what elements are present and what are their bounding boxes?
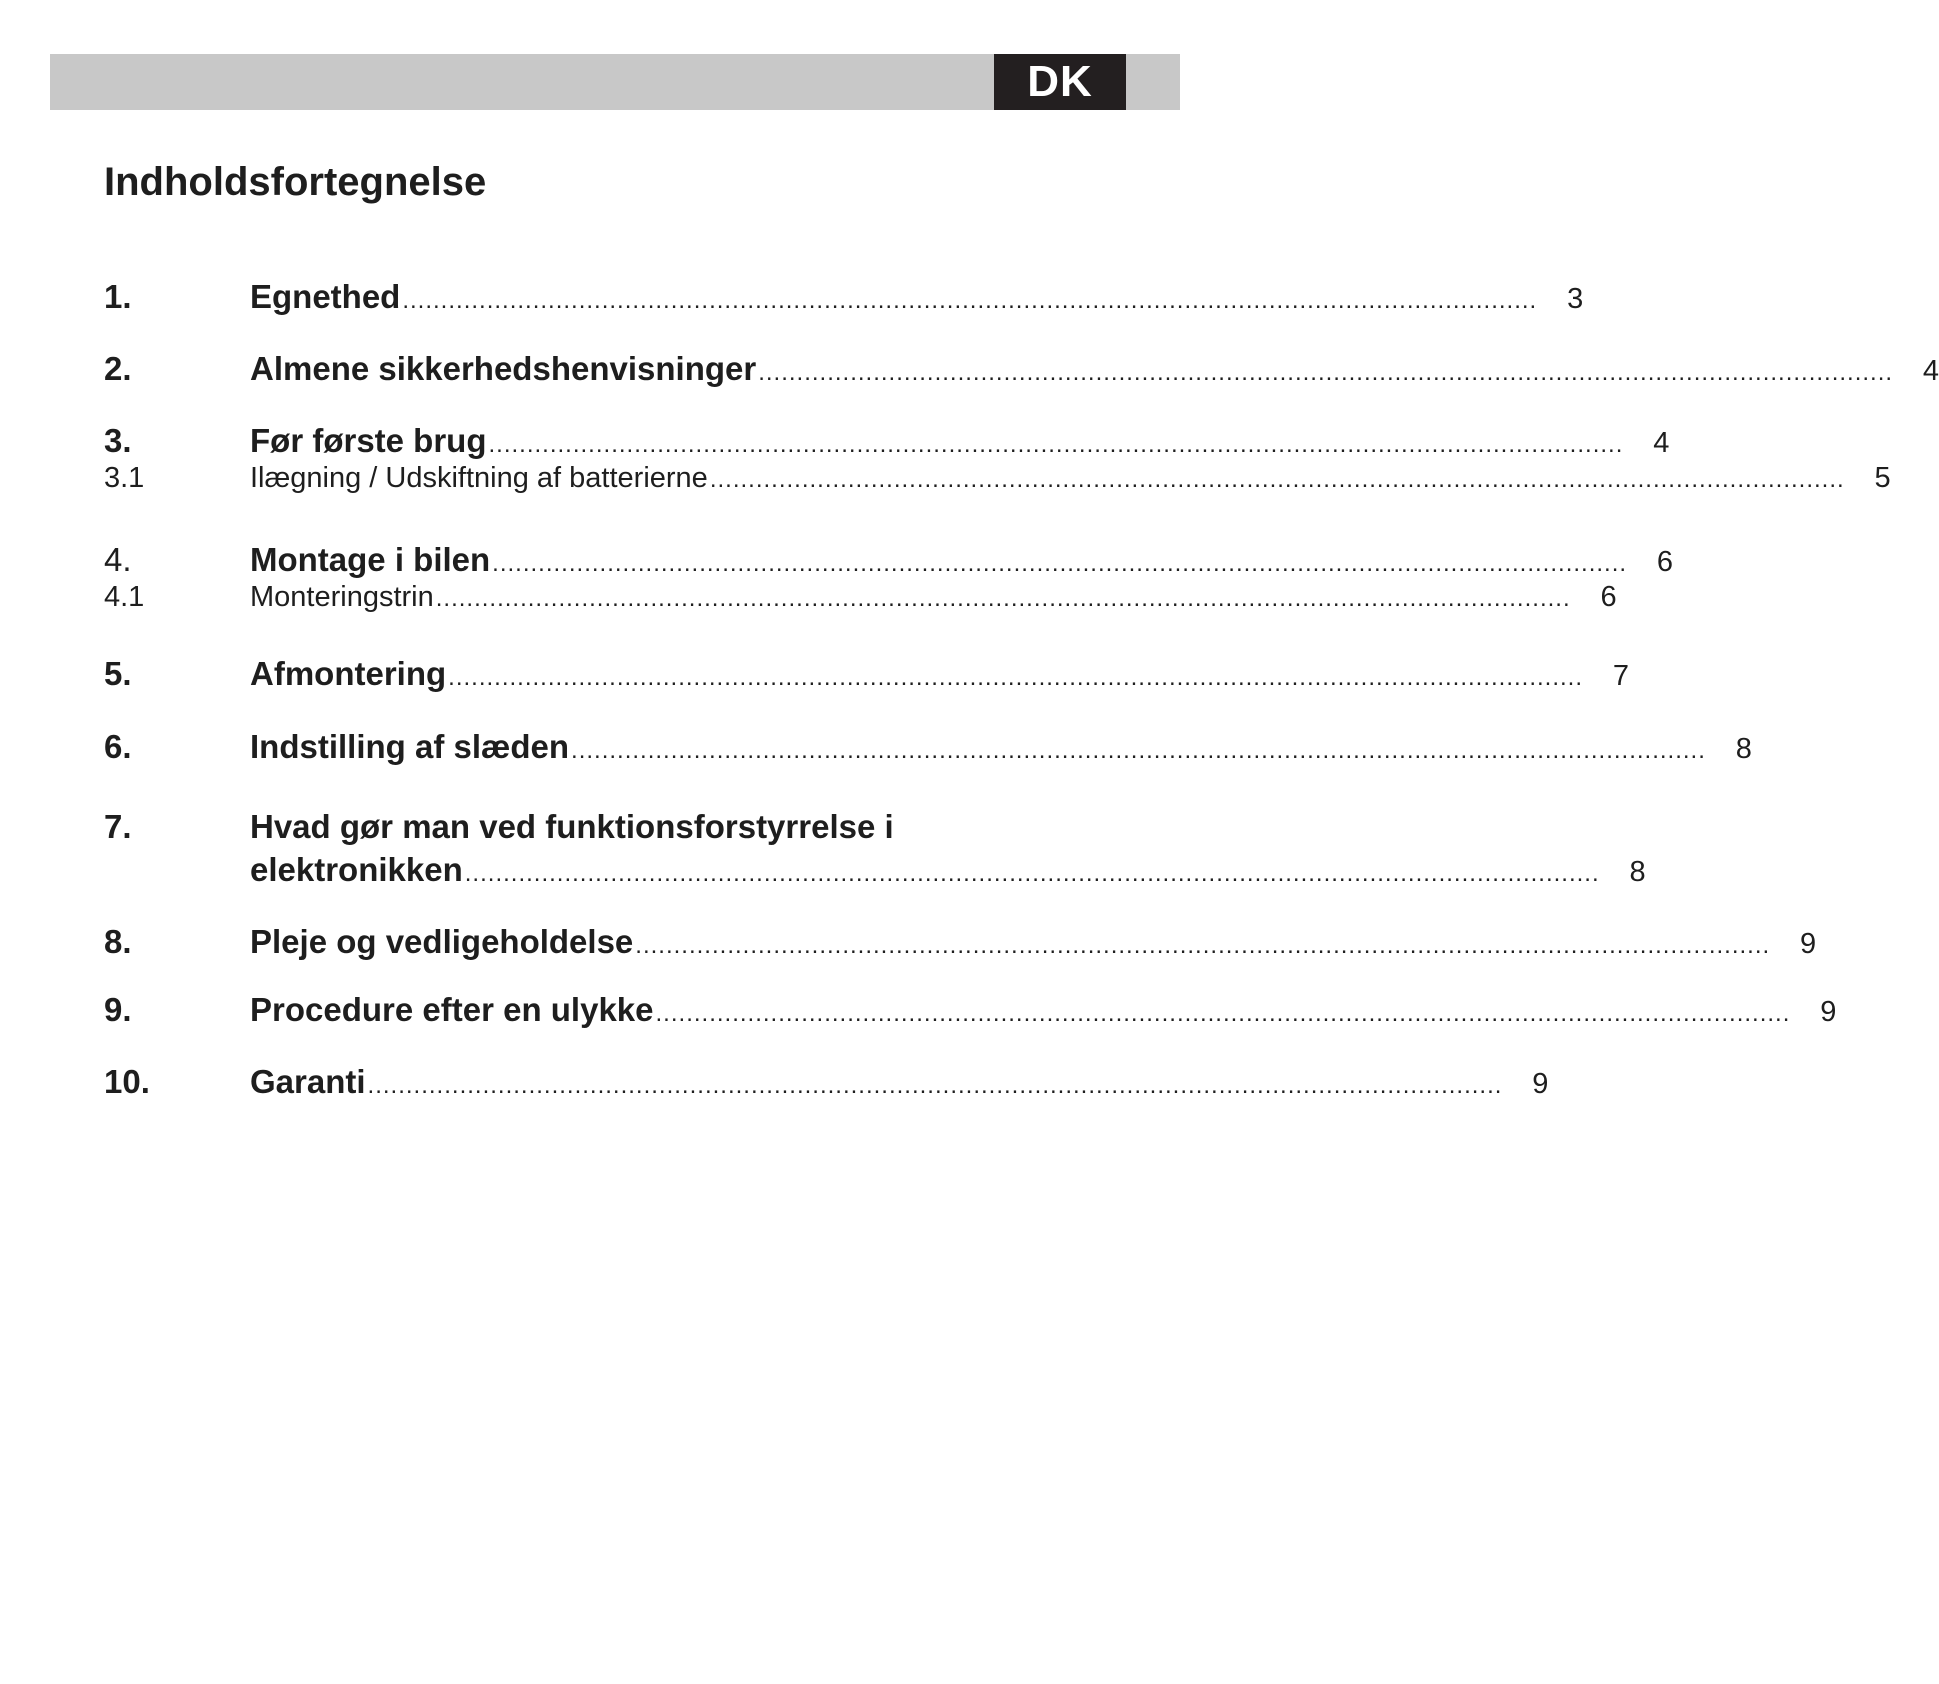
dot-leader: .................................................................................................................................................... — [571, 737, 1706, 764]
toc-label: Ilægning / Udskiftning af batterierne — [250, 462, 708, 494]
dot-leader: .................................................................................................................................................... — [464, 860, 1600, 887]
toc-label: Garanti — [250, 1063, 366, 1100]
toc-number: 6. — [104, 728, 132, 765]
dot-leader: .................................................................................................................................................... — [758, 359, 1894, 386]
dot-leader: .................................................................................................................................................... — [402, 287, 1538, 314]
language-header-bar — [50, 54, 1180, 110]
toc-page: 9 — [1532, 1068, 1549, 1100]
toc-number: 1. — [104, 278, 132, 315]
toc-label: Egnethed — [250, 278, 401, 315]
toc-entry-5[interactable] — [104, 655, 1630, 695]
toc-entry-8[interactable] — [104, 923, 1817, 963]
page-title: Indholdsfortegnelse — [104, 160, 487, 204]
toc-label: Indstilling af slæden — [250, 728, 570, 765]
toc-page: 8 — [1735, 733, 1752, 765]
toc-entry-7-line-2[interactable] — [104, 851, 1646, 891]
dot-leader: .................................................................................................................................................... — [435, 585, 1571, 612]
toc-entry-3-1[interactable] — [104, 462, 1891, 502]
toc-entry-3[interactable] — [104, 422, 1670, 462]
toc-page: 9 — [1820, 996, 1837, 1028]
toc-entry-6[interactable] — [104, 728, 1752, 768]
dot-leader: .................................................................................................................................................... — [488, 431, 1624, 458]
toc-number: 2. — [104, 350, 132, 387]
toc-entry-9[interactable] — [104, 991, 1837, 1031]
dot-leader: .................................................................................................................................................... — [448, 664, 1584, 691]
dot-leader: .................................................................................................................................................... — [655, 1000, 1791, 1027]
toc-number: 9. — [104, 991, 132, 1028]
toc-page: 4 — [1653, 427, 1670, 459]
dot-leader: .................................................................................................................................................... — [367, 1072, 1503, 1099]
toc-page: 5 — [1874, 462, 1891, 494]
dot-leader: .................................................................................................................................................... — [492, 550, 1628, 577]
toc-entry-2[interactable] — [104, 350, 1939, 390]
toc-entry-10[interactable] — [104, 1063, 1549, 1103]
dot-leader: .................................................................................................................................................... — [709, 466, 1845, 493]
language-badge: DK — [994, 54, 1126, 110]
toc-page: 9 — [1800, 928, 1817, 960]
toc-page: 6 — [1600, 581, 1617, 613]
dot-leader: .................................................................................................................................................... — [635, 932, 1771, 959]
toc-entry-7-line-1[interactable] — [104, 808, 1079, 848]
toc-label: Almene sikkerhedshenvisninger — [250, 350, 757, 387]
toc-page: 6 — [1656, 546, 1674, 578]
toc-entry-1[interactable] — [104, 278, 1584, 318]
toc-number: 8. — [104, 923, 132, 960]
toc-page: 7 — [1612, 660, 1630, 692]
toc-page: 8 — [1629, 856, 1646, 888]
toc-number: 3. — [104, 422, 132, 459]
toc-number: 10. — [104, 1063, 150, 1100]
toc-label: Monteringstrin — [250, 581, 434, 613]
toc-number: 4.1 — [104, 581, 145, 613]
toc-label: Pleje og vedligeholdelse — [250, 923, 634, 960]
toc-number: 3.1 — [104, 462, 145, 494]
toc-page: 4 — [1922, 355, 1939, 387]
toc-number: 7. — [104, 808, 132, 845]
toc-entry-4-1[interactable] — [104, 581, 1617, 621]
toc-label: Før første brug — [250, 422, 487, 459]
toc-label: Afmontering — [250, 655, 447, 692]
toc-label: Procedure efter en ulykke — [250, 991, 654, 1028]
toc-label: elektronikken — [250, 851, 463, 888]
toc-number: 5. — [104, 655, 132, 692]
toc-label-line-1: Hvad gør man ved funktionsforstyrrelse i — [250, 808, 894, 845]
toc-label: Montage i bilen — [250, 541, 491, 578]
toc-entry-4[interactable] — [104, 541, 1674, 581]
toc-page: 3 — [1567, 283, 1584, 315]
toc-number: 4. — [104, 541, 132, 578]
